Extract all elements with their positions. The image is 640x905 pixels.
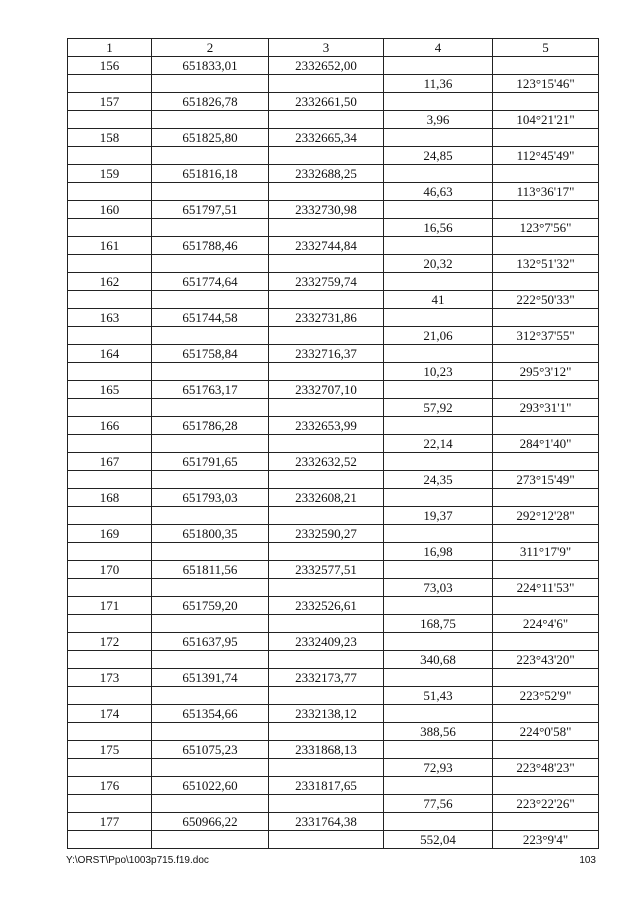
table-cell-col-3: 2332608,21 [269,489,384,507]
table-row [68,597,599,615]
table-cell-col-3 [269,579,384,597]
table-cell-col-1 [68,579,152,597]
table-cell-col-3: 2332759,74 [269,273,384,291]
table-cell-col-2 [152,543,269,561]
table-cell-col-5 [493,489,599,507]
table-cell-col-1: 169 [68,525,152,543]
table-cell-col-3: 2332173,77 [269,669,384,687]
table-cell-col-1 [68,147,152,165]
table-row [68,309,599,327]
table-cell-col-5: 223°52'9" [493,687,599,705]
table-row [68,543,599,561]
table-cell-col-3: 2332665,34 [269,129,384,147]
table-row [68,291,599,309]
table-cell-col-2 [152,363,269,381]
table-row [68,795,599,813]
table-cell-col-3 [269,651,384,669]
table-row [68,111,599,129]
table-cell-col-2: 651354,66 [152,705,269,723]
table-cell-col-5: 224°0'58" [493,723,599,741]
table-row [68,435,599,453]
footer-file-path: Y:\ORST\Ppo\1003p715.f19.doc [66,855,209,866]
table-cell-col-1: 175 [68,741,152,759]
table-cell-col-5: 222°50'33" [493,291,599,309]
table-cell-col-3 [269,435,384,453]
table-row [68,417,599,435]
table-cell-col-2 [152,723,269,741]
table-cell-col-5: 223°43'20" [493,651,599,669]
table-cell-col-4 [384,705,493,723]
table-cell-col-4 [384,561,493,579]
table-cell-col-3: 2332731,86 [269,309,384,327]
table-cell-col-4: 77,56 [384,795,493,813]
table-row [68,75,599,93]
table-cell-col-1 [68,651,152,669]
table-cell-col-2: 651791,65 [152,453,269,471]
table-cell-col-1 [68,507,152,525]
table-cell-col-2 [152,651,269,669]
table-cell-col-3 [269,399,384,417]
table-cell-col-5 [493,417,599,435]
table-row [68,273,599,291]
table-cell-col-2: 651763,17 [152,381,269,399]
table-cell-col-3: 2332730,98 [269,201,384,219]
table-cell-col-2 [152,507,269,525]
table-cell-col-1 [68,291,152,309]
table-cell-col-5: 112°45'49" [493,147,599,165]
table-cell-col-4 [384,201,493,219]
table-row [68,579,599,597]
table-cell-col-1: 174 [68,705,152,723]
table-row [68,201,599,219]
table-cell-col-3 [269,183,384,201]
table-row [68,147,599,165]
table-cell-col-2 [152,255,269,273]
table-cell-col-1: 171 [68,597,152,615]
table-cell-col-2: 651825,80 [152,129,269,147]
table-cell-col-5 [493,93,599,111]
table-cell-col-2 [152,327,269,345]
table-cell-col-3: 2332632,52 [269,453,384,471]
table-row [68,759,599,777]
table-cell-col-3: 2331764,38 [269,813,384,831]
table-row [68,381,599,399]
table-cell-col-3: 2331817,65 [269,777,384,795]
table-cell-col-4 [384,525,493,543]
table-cell-col-3 [269,327,384,345]
table-row [68,165,599,183]
table-cell-col-5 [493,309,599,327]
table-cell-col-1 [68,543,152,561]
table-cell-col-4 [384,489,493,507]
table-cell-col-4: 16,56 [384,219,493,237]
table-cell-col-2: 651816,18 [152,165,269,183]
table-cell-col-4: 168,75 [384,615,493,633]
table-cell-col-5 [493,381,599,399]
table-cell-col-3 [269,507,384,525]
table-row [68,363,599,381]
table-cell-col-1: 170 [68,561,152,579]
table-row [68,561,599,579]
table-cell-col-1 [68,75,152,93]
table-cell-col-1: 176 [68,777,152,795]
table-cell-col-1 [68,327,152,345]
table-cell-col-3: 2332661,50 [269,93,384,111]
table-cell-col-5: 223°48'23" [493,759,599,777]
table-cell-col-1: 161 [68,237,152,255]
header-col-4: 4 [384,39,493,57]
table-cell-col-3 [269,291,384,309]
table-cell-col-4 [384,669,493,687]
table-row [68,489,599,507]
table-cell-col-1: 177 [68,813,152,831]
table-cell-col-5: 284°1'40" [493,435,599,453]
table-cell-col-2 [152,291,269,309]
table-cell-col-5 [493,201,599,219]
table-cell-col-5: 104°21'21" [493,111,599,129]
table-row [68,327,599,345]
table-row [68,687,599,705]
table-cell-col-5 [493,633,599,651]
table-cell-col-4: 57,92 [384,399,493,417]
table-cell-col-2: 651811,56 [152,561,269,579]
table-cell-col-2: 651800,35 [152,525,269,543]
table-cell-col-5: 223°22'26" [493,795,599,813]
table-row [68,777,599,795]
table-cell-col-4: 20,32 [384,255,493,273]
table-cell-col-1: 162 [68,273,152,291]
table-cell-col-3: 2332652,00 [269,57,384,75]
table-cell-col-5 [493,561,599,579]
table-cell-col-5 [493,813,599,831]
table-cell-col-5: 224°4'6" [493,615,599,633]
table-cell-col-3: 2332590,27 [269,525,384,543]
table-cell-col-2 [152,759,269,777]
table-cell-col-5: 311°17'9" [493,543,599,561]
table-cell-col-3: 2332526,61 [269,597,384,615]
table-cell-col-3 [269,687,384,705]
table-cell-col-4 [384,129,493,147]
table-cell-col-2: 651758,84 [152,345,269,363]
table-cell-col-1 [68,219,152,237]
table-cell-col-4 [384,309,493,327]
table-cell-col-5 [493,705,599,723]
table-cell-col-1: 173 [68,669,152,687]
table-cell-col-1: 158 [68,129,152,147]
table-cell-col-2: 651759,20 [152,597,269,615]
table-cell-col-2: 651022,60 [152,777,269,795]
table-cell-col-1: 156 [68,57,152,75]
table-cell-col-4: 46,63 [384,183,493,201]
table-cell-col-3 [269,831,384,849]
table-cell-col-1 [68,615,152,633]
table-row [68,705,599,723]
table-cell-col-2 [152,219,269,237]
table-cell-col-2: 651744,58 [152,309,269,327]
table-row [68,741,599,759]
table-row [68,507,599,525]
table-cell-col-5 [493,345,599,363]
table-cell-col-4: 3,96 [384,111,493,129]
table-cell-col-5: 224°11'53" [493,579,599,597]
table-cell-col-4 [384,273,493,291]
table-cell-col-3 [269,75,384,93]
table-cell-col-1: 160 [68,201,152,219]
table-cell-col-4 [384,597,493,615]
table-row [68,237,599,255]
table-cell-col-3 [269,471,384,489]
table-cell-col-1: 159 [68,165,152,183]
table-cell-col-5 [493,741,599,759]
table-row [68,183,599,201]
table-cell-col-1 [68,363,152,381]
table-cell-col-1 [68,111,152,129]
table-cell-col-5 [493,165,599,183]
table-cell-col-4 [384,633,493,651]
table-cell-col-4 [384,57,493,75]
table-cell-col-5 [493,597,599,615]
table-cell-col-3 [269,255,384,273]
footer-page-number: 103 [579,855,596,866]
table-row [68,615,599,633]
table-body [68,57,599,849]
table-cell-col-1 [68,435,152,453]
table-cell-col-4: 552,04 [384,831,493,849]
table-cell-col-2: 651788,46 [152,237,269,255]
table-cell-col-2: 651637,95 [152,633,269,651]
table-cell-col-1 [68,399,152,417]
table-cell-col-1: 164 [68,345,152,363]
table-cell-col-2: 651075,23 [152,741,269,759]
table-cell-col-2 [152,795,269,813]
table-cell-col-2 [152,471,269,489]
table-cell-col-4: 388,56 [384,723,493,741]
table-cell-col-4: 19,37 [384,507,493,525]
table-cell-col-5 [493,777,599,795]
table-row [68,129,599,147]
table-cell-col-1 [68,795,152,813]
table-cell-col-1 [68,759,152,777]
table-cell-col-2: 651391,74 [152,669,269,687]
table-cell-col-4 [384,93,493,111]
table-cell-col-3 [269,363,384,381]
table-cell-col-3: 2332409,23 [269,633,384,651]
table-cell-col-4: 11,36 [384,75,493,93]
table-cell-col-4 [384,417,493,435]
table-cell-col-1: 172 [68,633,152,651]
table-cell-col-2 [152,579,269,597]
table-cell-col-4: 24,35 [384,471,493,489]
table-cell-col-1 [68,255,152,273]
table-cell-col-2 [152,147,269,165]
table-cell-col-3 [269,615,384,633]
table-cell-col-4: 16,98 [384,543,493,561]
table-cell-col-3 [269,723,384,741]
table-cell-col-5: 312°37'55" [493,327,599,345]
table-row [68,723,599,741]
header-col-1: 1 [68,39,152,57]
table-cell-col-2: 651793,03 [152,489,269,507]
table-cell-col-1 [68,723,152,741]
table-cell-col-4 [384,453,493,471]
table-cell-col-3: 2332688,25 [269,165,384,183]
table-cell-col-3: 2332744,84 [269,237,384,255]
table-header-row [68,39,599,57]
table-cell-col-3: 2332138,12 [269,705,384,723]
table-cell-col-1 [68,687,152,705]
table-cell-col-4 [384,381,493,399]
table-row [68,399,599,417]
table-cell-col-2 [152,183,269,201]
table-cell-col-3: 2332577,51 [269,561,384,579]
table-cell-col-3: 2332653,99 [269,417,384,435]
table-cell-col-5 [493,669,599,687]
table-row [68,831,599,849]
table-cell-col-3 [269,795,384,813]
table-row [68,345,599,363]
table-cell-col-1: 167 [68,453,152,471]
table-cell-col-2: 650966,22 [152,813,269,831]
table-cell-col-2 [152,399,269,417]
table-cell-col-2 [152,615,269,633]
table-cell-col-3 [269,147,384,165]
table-cell-col-1: 168 [68,489,152,507]
table-cell-col-3 [269,219,384,237]
table-cell-col-4: 340,68 [384,651,493,669]
table-cell-col-4: 41 [384,291,493,309]
table-cell-col-1: 166 [68,417,152,435]
table-row [68,57,599,75]
table-cell-col-5 [493,57,599,75]
table-cell-col-3: 2332716,37 [269,345,384,363]
table-cell-col-5: 113°36'17" [493,183,599,201]
table-cell-col-4 [384,813,493,831]
table-cell-col-5: 223°9'4" [493,831,599,849]
table-cell-col-4 [384,237,493,255]
table-cell-col-2: 651774,64 [152,273,269,291]
table-cell-col-5 [493,237,599,255]
table-cell-col-5: 123°7'56" [493,219,599,237]
table-cell-col-4: 10,23 [384,363,493,381]
table-cell-col-3 [269,111,384,129]
table-cell-col-2 [152,831,269,849]
table-cell-col-2 [152,75,269,93]
table-cell-col-1 [68,831,152,849]
table-row [68,255,599,273]
table-row [68,93,599,111]
table-cell-col-5: 123°15'46" [493,75,599,93]
table-cell-col-4 [384,165,493,183]
table-cell-col-1 [68,471,152,489]
table-cell-col-2: 651826,78 [152,93,269,111]
table-cell-col-2 [152,435,269,453]
table-cell-col-5 [493,273,599,291]
header-col-3: 3 [269,39,384,57]
table-cell-col-1: 165 [68,381,152,399]
table-cell-col-5: 132°51'32" [493,255,599,273]
table-cell-col-5 [493,129,599,147]
coordinates-table [67,38,599,849]
table-cell-col-4: 22,14 [384,435,493,453]
table-cell-col-2: 651797,51 [152,201,269,219]
header-col-2: 2 [152,39,269,57]
table-cell-col-1 [68,183,152,201]
header-col-5: 5 [493,39,599,57]
table-cell-col-3: 2332707,10 [269,381,384,399]
table-cell-col-2: 651786,28 [152,417,269,435]
table-row [68,669,599,687]
table-cell-col-5: 273°15'49" [493,471,599,489]
table-cell-col-4 [384,345,493,363]
table-cell-col-4: 24,85 [384,147,493,165]
table-cell-col-4: 72,93 [384,759,493,777]
table-cell-col-4 [384,777,493,795]
table-row [68,219,599,237]
table-cell-col-4: 51,43 [384,687,493,705]
table-cell-col-5: 292°12'28" [493,507,599,525]
table-row [68,813,599,831]
table-cell-col-3: 2331868,13 [269,741,384,759]
table-cell-col-3 [269,543,384,561]
table-row [68,633,599,651]
table-cell-col-5 [493,525,599,543]
table-cell-col-4 [384,741,493,759]
table-cell-col-2 [152,111,269,129]
table-cell-col-1: 163 [68,309,152,327]
table-cell-col-5: 293°31'1" [493,399,599,417]
table-row [68,471,599,489]
table-cell-col-2: 651833,01 [152,57,269,75]
table-row [68,651,599,669]
table-cell-col-4: 21,06 [384,327,493,345]
table-row [68,453,599,471]
table-cell-col-2 [152,687,269,705]
table-cell-col-5 [493,453,599,471]
table-cell-col-5: 295°3'12" [493,363,599,381]
table-row [68,525,599,543]
table-cell-col-3 [269,759,384,777]
table-cell-col-4: 73,03 [384,579,493,597]
table-cell-col-1: 157 [68,93,152,111]
